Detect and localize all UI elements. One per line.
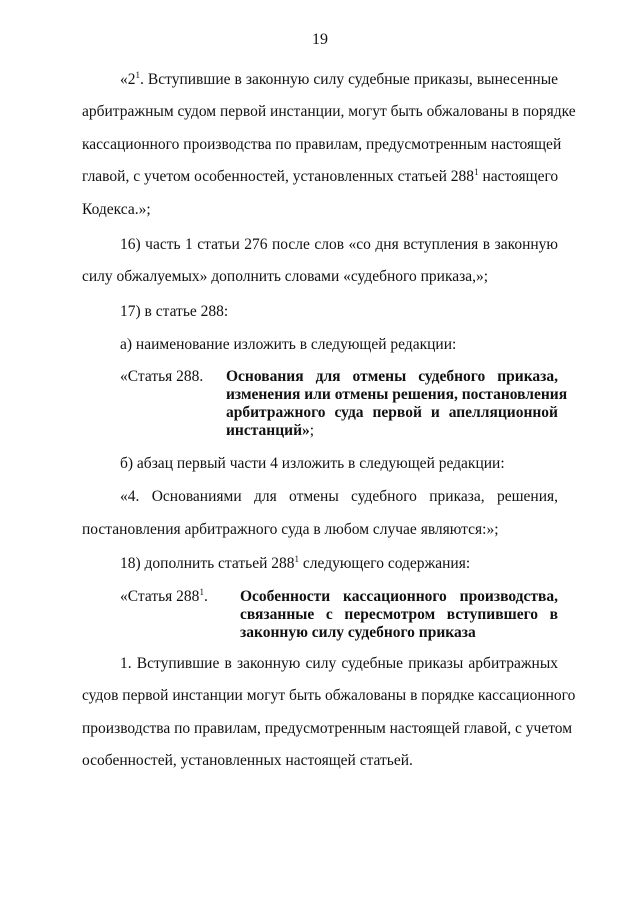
paragraph-line: 17) в статье 288: [120, 303, 229, 320]
paragraph-line: силу обжалуемых» дополнить словами «судебного приказа,»; [82, 268, 489, 285]
paragraph-line: особенностей, установленных настоящей статьей. [82, 752, 413, 769]
paragraph-line [120, 555, 470, 573]
article-title-line: арбитражного суда первой и апелляционной [226, 404, 558, 421]
paragraph-line: б) абзац первый части 4 изложить в следующей редакции: [120, 455, 505, 472]
paragraph-line: кассационного производства по правилам, предусмотренным настоящей [82, 136, 562, 153]
paragraph-line: постановления арбитражного суда в любом случае являются:»; [82, 521, 499, 538]
article-title-line: Основания для отмены судебного приказа, [226, 368, 558, 385]
superscript: 1 [135, 69, 140, 80]
article-label [120, 588, 208, 606]
article-title [240, 588, 558, 642]
text: . [203, 588, 208, 605]
paragraph-line [120, 71, 558, 89]
article-title-line: связанные с пересмотром вступившего в [240, 606, 558, 623]
article-title-line: Особенности кассационного производства, [240, 588, 558, 605]
article-label: «Статья 288. [120, 368, 204, 385]
paragraph-line: «4. Основаниями для отмены судебного приказа, решения, [120, 488, 558, 505]
text: главой, с учетом особенностей, установленных статьей 288 [82, 168, 475, 185]
paragraph-line: а) наименование изложить в следующей редакции: [120, 336, 457, 353]
superscript: 1 [199, 586, 204, 597]
text: 18) дополнить статьей 288 [120, 555, 295, 572]
paragraph-line: судов первой инстанции могут быть обжалованы в порядке кассационного [82, 687, 576, 704]
article-title [226, 368, 568, 440]
text: . Вступившие в законную силу судебные приказы, вынесенные [140, 71, 558, 88]
text: ; [309, 422, 315, 439]
text: настоящего [478, 168, 559, 185]
text: следующего содержания: [299, 555, 471, 572]
paragraph-line: арбитражным судом первой инстанции, могут быть обжалованы в порядке [82, 103, 576, 120]
article-title-line: изменения или отмены решения, постановления [226, 386, 568, 403]
paragraph-line: 16) часть 1 статьи 276 после слов «со дня вступления в законную [120, 236, 558, 253]
superscript: 1 [294, 553, 300, 564]
article-title-line: законную силу судебного приказа [240, 624, 476, 641]
paragraph-line: Кодекса.»; [82, 201, 151, 218]
text: «2 [120, 71, 136, 88]
superscript: 1 [474, 166, 479, 177]
paragraph-line: производства по правилам, предусмотренным настоящей главой, с учетом [82, 720, 573, 737]
paragraph-line: 1. Вступившие в законную силу судебные приказы арбитражных [120, 655, 558, 672]
article-title-line [226, 422, 558, 440]
text: «Статья 288 [120, 588, 200, 605]
page-number: 19 [312, 31, 328, 48]
paragraph-line [82, 168, 558, 186]
text: инстанций» [226, 422, 310, 439]
